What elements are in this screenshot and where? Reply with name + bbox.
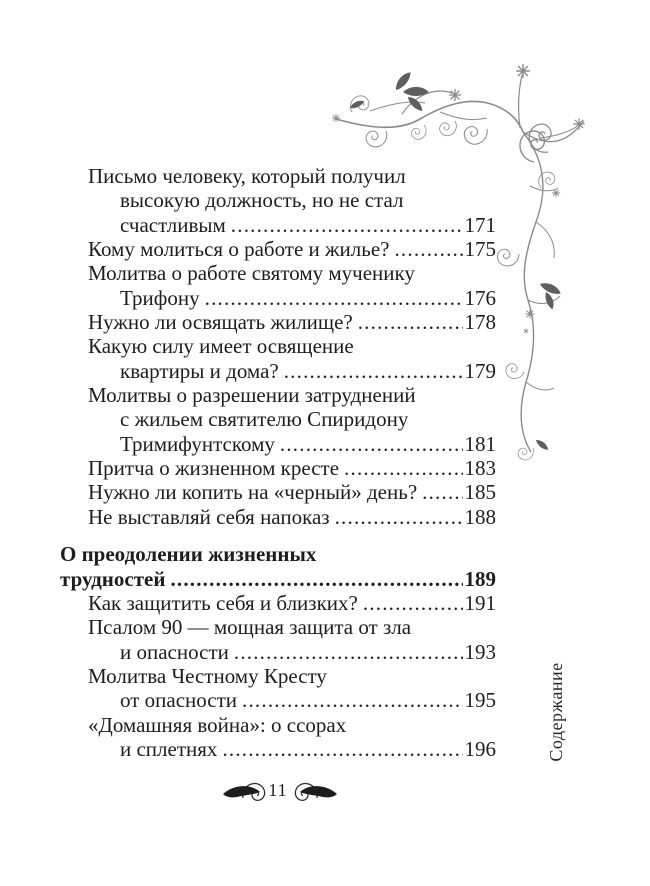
toc-line [60,164,496,188]
toc-section-gap [60,529,496,542]
toc-line [60,310,496,334]
toc-entry-title: Нужно ли освящать жилище? [88,310,353,335]
dot-leader [205,286,463,310]
toc-line [60,432,496,456]
toc-line [60,615,496,639]
toc-entry-page: 191 [464,590,496,615]
toc-entry-title: Трифону [120,285,200,310]
toc-entry-title: Тримифунтскому [120,431,275,456]
toc-line [60,713,496,737]
toc-line [60,334,496,358]
toc-line [60,505,496,529]
toc-line [60,456,496,480]
toc-entry-title: квартиры и дома? [120,358,279,383]
dot-leader [363,591,463,615]
toc-line [60,237,496,261]
toc-entry-page: 176 [464,285,496,310]
dot-leader [335,505,463,529]
toc-entry-title: и опасности [120,639,229,664]
dot-leader [234,640,463,664]
toc-line [60,188,496,212]
toc-entry-title: Молитва Честному Кресту [88,663,327,688]
toc-line [60,407,496,431]
page-number: 11 [268,780,288,800]
toc-entry-page: 179 [464,358,496,383]
toc-line [60,383,496,407]
toc-entry-title: Не выставляй себя напоказ [88,504,330,529]
toc-entry-title: трудностей [60,566,166,591]
dot-leader [284,359,463,383]
dot-leader [358,310,463,334]
toc-entry-page: 178 [464,310,496,335]
toc-entry-page: 196 [464,736,496,761]
dot-leader [344,456,462,480]
toc-line [60,640,496,664]
toc-line [60,213,496,237]
toc-entry-page: 188 [464,504,496,529]
toc-line [60,688,496,712]
toc-line [60,591,496,615]
dot-leader [422,480,462,504]
toc-entry-page: 171 [464,212,496,237]
toc-entry-title: Как защитить себя и близких? [88,590,358,615]
toc-entry-title: Молитвы о разрешении затруднений [88,383,416,408]
toc-entry-title: с жильем святителю Спиридону [120,407,409,432]
toc-entry-title: Кому молиться о работе и жилье? [88,237,390,262]
toc-entry-title: счастливым [120,212,226,237]
toc-entry-title: О преодолении жизненных [60,542,317,567]
toc-entry-page: 183 [464,456,496,481]
toc-line [60,286,496,310]
side-chapter-label: Содержание [545,662,566,762]
toc-entry-title: «Домашняя война»: о ссорах [88,712,347,737]
dot-leader [231,213,463,237]
toc-entry-title: от опасности [120,688,238,713]
page-footer [0,780,556,801]
toc-entry-page: 193 [464,639,496,664]
dot-leader [280,432,463,456]
toc-entry-title: Какую силу имеет освящение [88,334,354,359]
toc-entry-title: и сплетнях [120,736,218,761]
toc-section-heading [60,567,496,591]
toc-entry-title: Письмо человеку, который получил [88,164,406,188]
toc-entry-page: 175 [464,237,496,262]
toc-entry-title: Молитва о работе святому мученику [88,261,415,286]
toc-entry-page: 181 [464,431,496,456]
dot-leader [394,237,462,261]
dot-leader [222,737,462,761]
toc-line [60,480,496,504]
toc-line [60,359,496,383]
toc-entry-page: 195 [464,688,496,713]
dot-leader [242,688,462,712]
toc-line [60,664,496,688]
toc-entry-page: 185 [464,480,496,505]
toc-entry-page: 189 [464,566,496,591]
toc-entry-title: Притча о жизненном кресте [88,456,340,481]
toc-section-heading [60,542,496,566]
toc-line [60,261,496,285]
toc-entry-title: Нужно ли копить на «черный» день? [88,480,418,505]
dot-leader [170,567,462,591]
toc [60,164,496,761]
toc-line [60,737,496,761]
toc-entry-title: высокую должность, но не стал [120,188,404,213]
toc-entry-title: Псалом 90 — мощная защита от зла [88,615,412,640]
